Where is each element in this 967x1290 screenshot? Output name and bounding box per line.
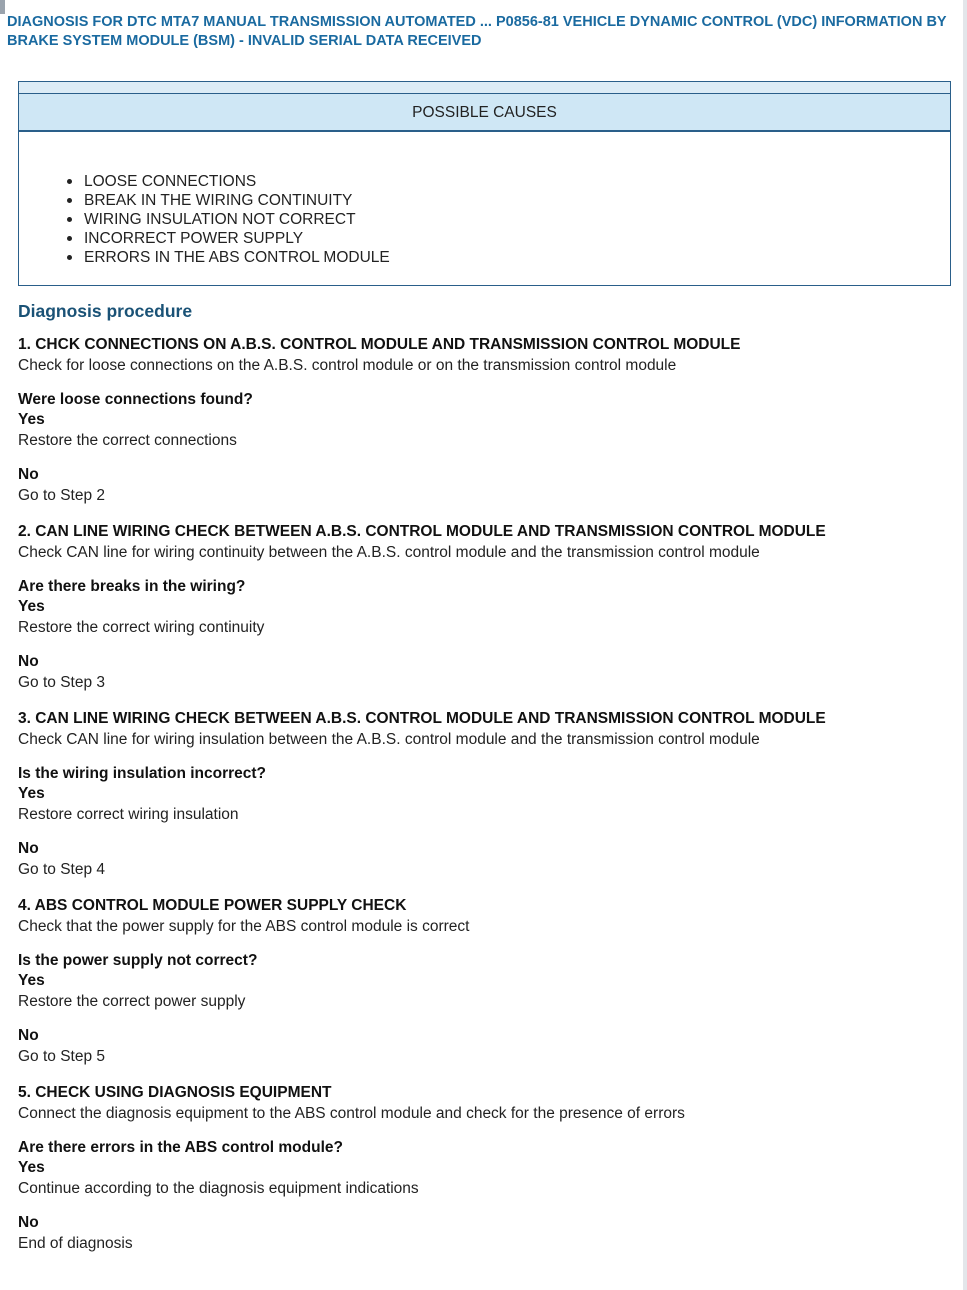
step-title: 2. CAN LINE WIRING CHECK BETWEEN A.B.S. CONTROL MODULE AND TRANSMISSION CONTROL MODULE (18, 523, 826, 540)
step-question: Are there errors in the ABS control module? (18, 1139, 343, 1156)
causes-top-bar (19, 82, 950, 94)
step-5 (18, 1082, 948, 1254)
step-description: Check for loose connections on the A.B.S. control module or on the transmission control module (18, 357, 677, 374)
causes-header: POSSIBLE CAUSES (19, 94, 950, 132)
no-action: Go to Step 4 (18, 861, 106, 878)
yes-action: Restore the correct connections (18, 432, 237, 449)
step-3 (18, 708, 948, 880)
yes-action: Continue according to the diagnosis equipment indications (18, 1180, 419, 1197)
possible-causes-box (18, 81, 951, 286)
no-label: No (18, 840, 39, 857)
corner-marker (0, 0, 5, 14)
no-label: No (18, 466, 39, 483)
step-description: Connect the diagnosis equipment to the ABS control module and check for the presence of errors (18, 1105, 685, 1122)
yes-label: Yes (18, 598, 45, 615)
yes-label: Yes (18, 785, 45, 802)
step-2 (18, 521, 948, 693)
no-action: Go to Step 2 (18, 487, 106, 504)
yes-label: Yes (18, 1159, 45, 1176)
step-1 (18, 334, 948, 506)
no-label: No (18, 653, 39, 670)
yes-label: Yes (18, 972, 45, 989)
cause-item: LOOSE CONNECTIONS (67, 172, 390, 191)
no-action: End of diagnosis (18, 1235, 133, 1252)
scrollbar-track[interactable] (963, 0, 967, 1290)
yes-action: Restore correct wiring insulation (18, 806, 239, 823)
step-description: Check CAN line for wiring continuity between the A.B.S. control module and the transmission control module (18, 544, 760, 561)
page-title: DIAGNOSIS FOR DTC MTA7 MANUAL TRANSMISSION AUTOMATED ... P0856-81 VEHICLE DYNAMIC CONTROL (VDC) INFORMATION BY BRAKE SYSTEM MODULE (BSM) - INVALID SERIAL DATA RECEIVED (7, 14, 947, 49)
step-question: Are there breaks in the wiring? (18, 578, 246, 595)
yes-label: Yes (18, 411, 45, 428)
no-label: No (18, 1214, 39, 1231)
causes-list (67, 172, 390, 267)
cause-item: ERRORS IN THE ABS CONTROL MODULE (67, 248, 390, 267)
step-description: Check CAN line for wiring insulation between the A.B.S. control module and the transmission control module (18, 731, 760, 748)
step-question: Is the wiring insulation incorrect? (18, 765, 267, 782)
step-title: 3. CAN LINE WIRING CHECK BETWEEN A.B.S. CONTROL MODULE AND TRANSMISSION CONTROL MODULE (18, 710, 826, 727)
step-title: 1. CHCK CONNECTIONS ON A.B.S. CONTROL MODULE AND TRANSMISSION CONTROL MODULE (18, 336, 741, 353)
step-4 (18, 895, 948, 1067)
procedure-heading: Diagnosis procedure (18, 301, 193, 321)
step-description: Check that the power supply for the ABS control module is correct (18, 918, 470, 935)
step-question: Is the power supply not correct? (18, 952, 258, 969)
no-action: Go to Step 3 (18, 674, 106, 691)
step-title: 4. ABS CONTROL MODULE POWER SUPPLY CHECK (18, 897, 407, 914)
cause-item: INCORRECT POWER SUPPLY (67, 229, 390, 248)
cause-item: BREAK IN THE WIRING CONTINUITY (67, 191, 390, 210)
step-question: Were loose connections found? (18, 391, 253, 408)
yes-action: Restore the correct power supply (18, 993, 246, 1010)
no-action: Go to Step 5 (18, 1048, 106, 1065)
cause-item: WIRING INSULATION NOT CORRECT (67, 210, 390, 229)
step-title: 5. CHECK USING DIAGNOSIS EQUIPMENT (18, 1084, 332, 1101)
yes-action: Restore the correct wiring continuity (18, 619, 265, 636)
no-label: No (18, 1027, 39, 1044)
